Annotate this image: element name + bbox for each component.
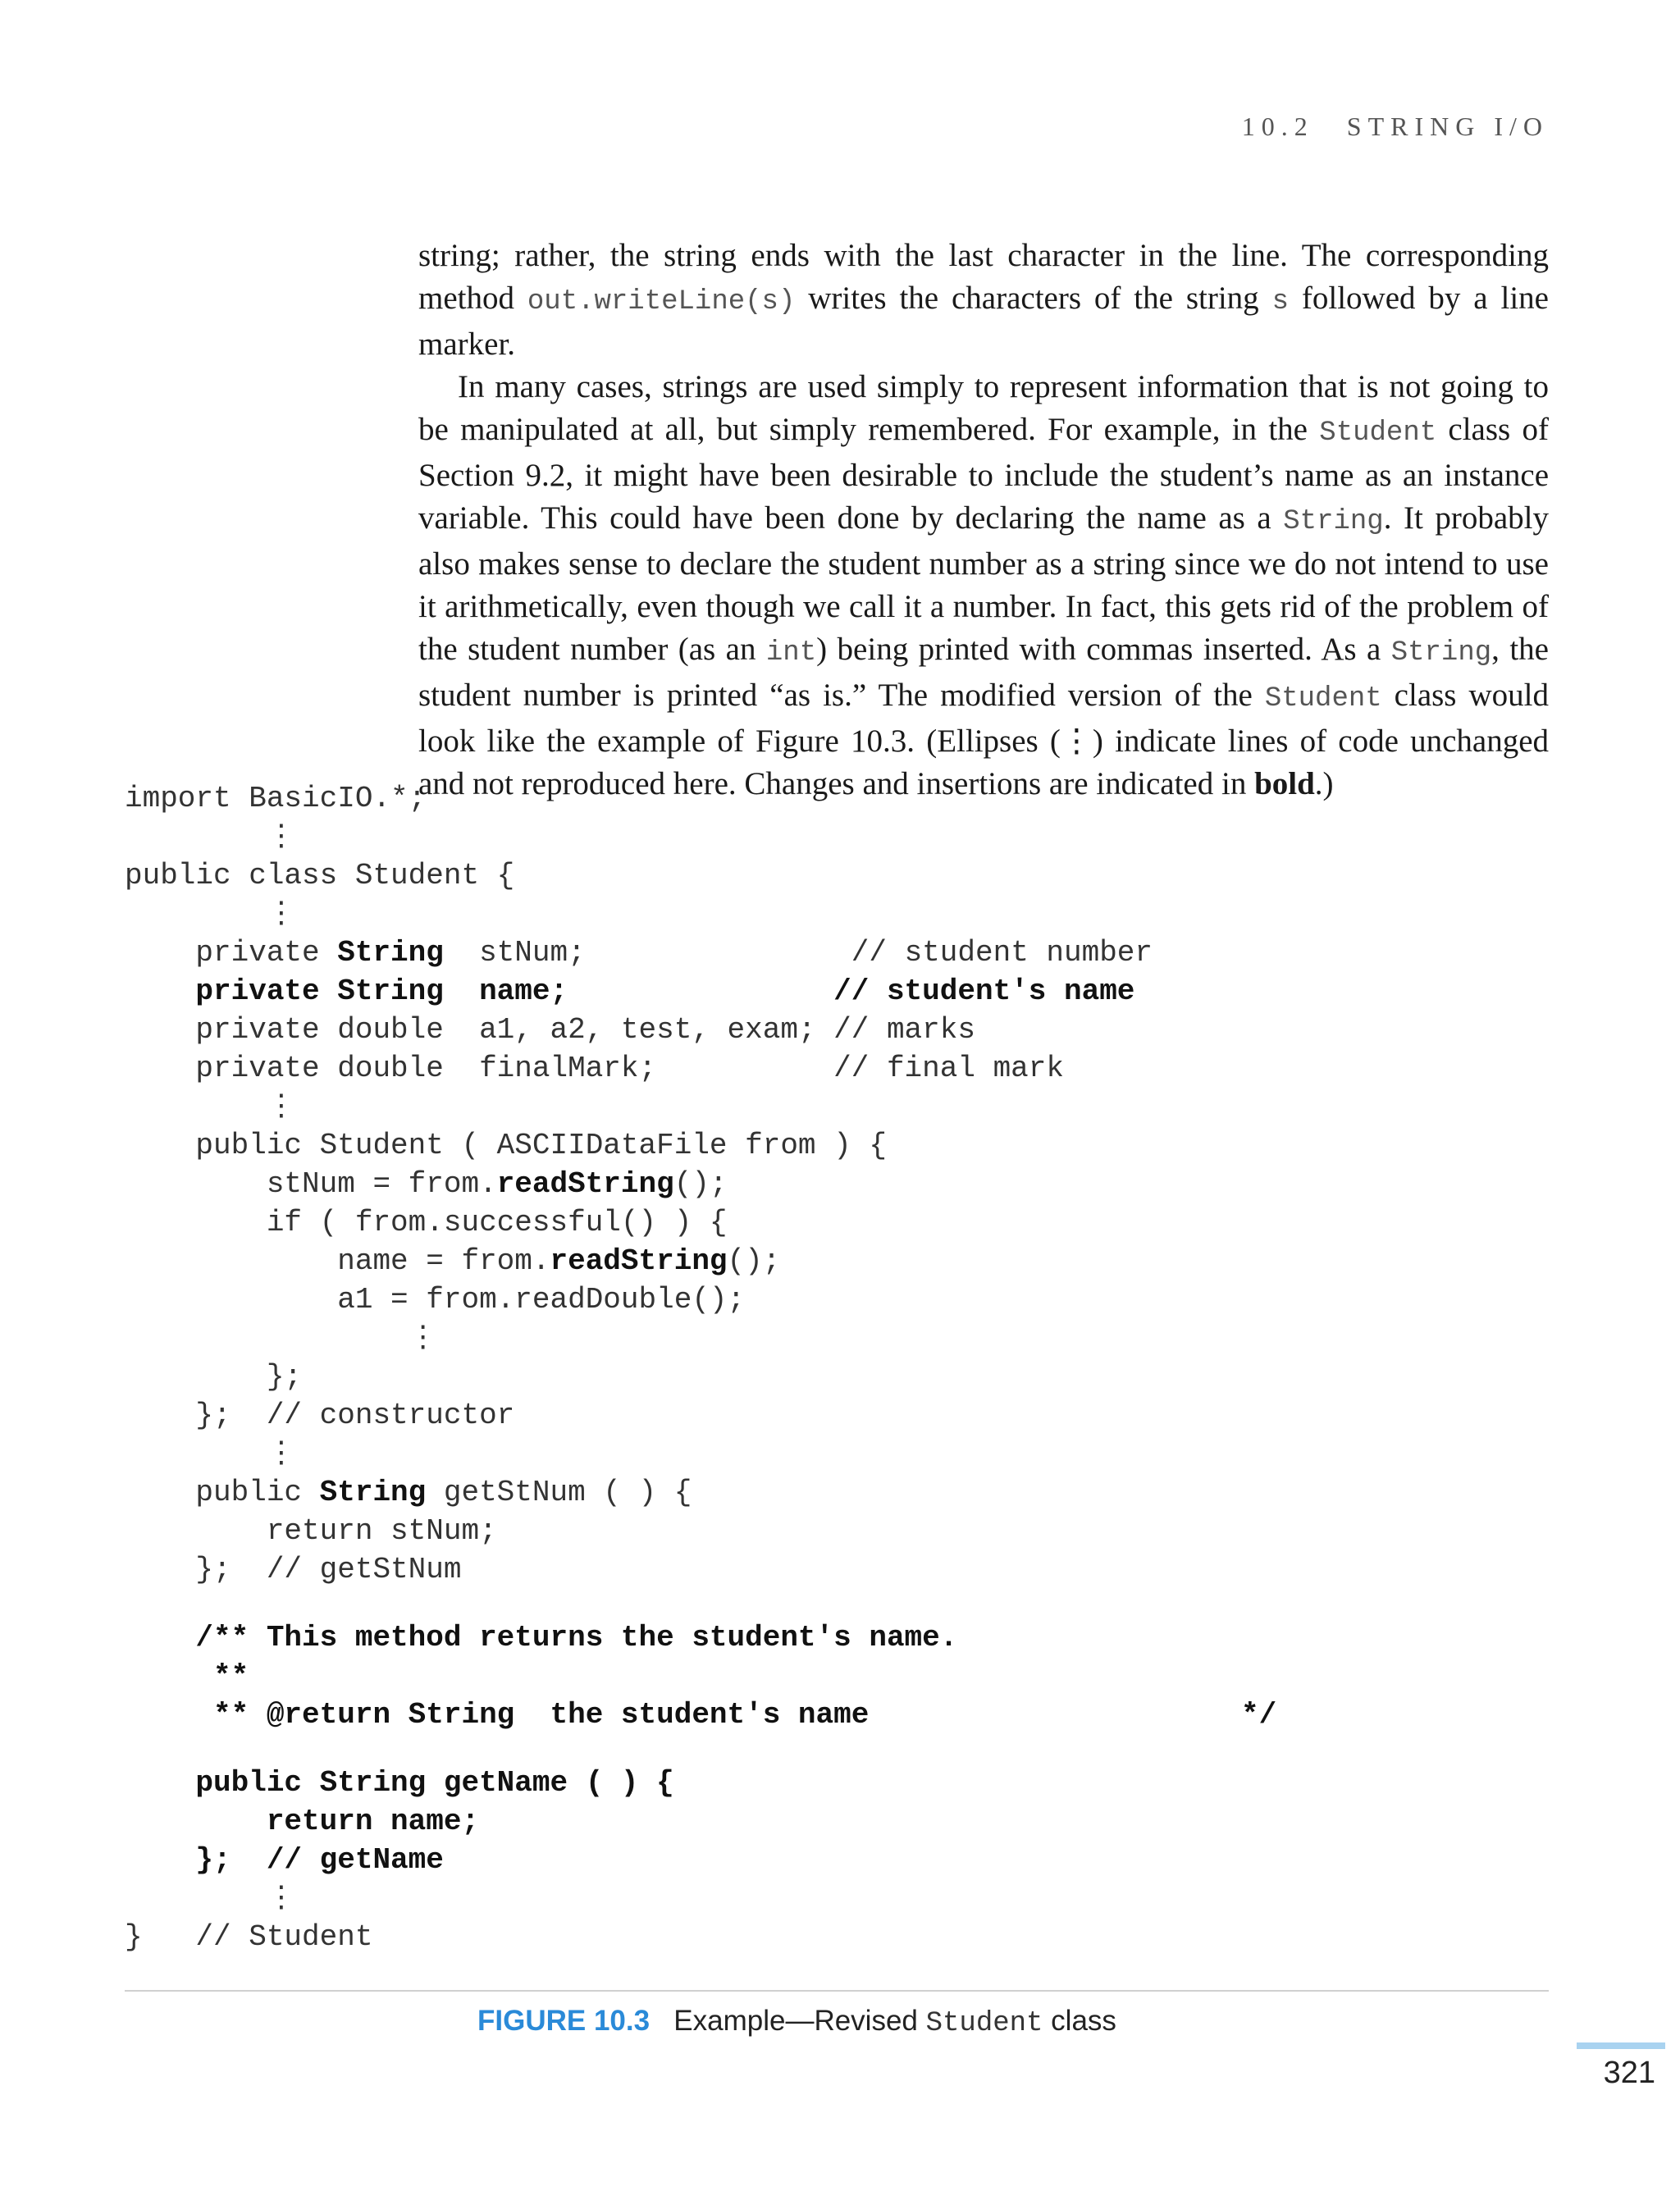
- code-line: } // Student: [125, 1920, 373, 1954]
- code-line-bold: [125, 972, 1276, 1011]
- code-text: ();: [727, 1244, 781, 1278]
- code-line: [125, 933, 1276, 972]
- text-run: followed by a line marker.: [418, 281, 1549, 362]
- code-bold: /** This method returns the student's name.: [125, 1621, 958, 1654]
- ellipsis-symbol: ⋮: [1060, 723, 1093, 759]
- code-line-bold: [125, 1802, 1276, 1841]
- code-bold: String: [337, 936, 444, 970]
- code-line: a1 = from.readDouble();: [125, 1283, 746, 1317]
- code-ellipsis: ⋮: [125, 1321, 438, 1355]
- code-bold: }; // getName: [125, 1843, 444, 1877]
- code-text: getStNum ( ) {: [426, 1476, 692, 1509]
- code-bold: String: [319, 1476, 427, 1509]
- code-text: stNum; // student number: [443, 936, 1153, 970]
- caption-gap: [650, 2005, 673, 2037]
- code-bold: ** @return String the student's name */: [125, 1698, 1277, 1732]
- text-run: class would look like the example of Figure 10.3. (Ellipses (: [418, 678, 1549, 759]
- caption-text: class: [1043, 2005, 1116, 2037]
- body-text: [418, 235, 1549, 806]
- page-tab: [1577, 2042, 1665, 2049]
- running-head: [1242, 112, 1549, 142]
- inline-code: int: [765, 637, 817, 669]
- text-run: class of Section 9.2, it might have been desirable to include the student’s name as an instance variable. This could have been done by declaring the name as a: [418, 412, 1549, 536]
- inline-code: s: [1271, 286, 1289, 317]
- text-run: ) being printed with commas inserted. As a: [816, 632, 1391, 667]
- text-run: ) indicate lines of code unchanged and not reproduced here. Changes and insertions are indicated in: [418, 723, 1549, 801]
- code-line-bold: [125, 1657, 1276, 1696]
- paragraph-1: [418, 235, 1549, 366]
- text-run: In many cases, strings are used simply to represent information that is not going to be manipulated at all, but simply remembered. For example, in the: [418, 369, 1549, 447]
- code-line: private double finalMark; // final mark: [125, 1052, 1064, 1085]
- inline-code: String: [1390, 637, 1492, 669]
- code-bold: private String name; // student's name: [125, 974, 1135, 1008]
- figure-caption: [477, 2005, 1116, 2039]
- blank-line: [125, 1589, 1276, 1618]
- paragraph-2: [418, 366, 1549, 806]
- inline-code: String: [1283, 506, 1384, 537]
- text-run: .): [1314, 766, 1334, 801]
- code-line: [125, 1473, 1276, 1512]
- code-bold: readString: [496, 1167, 674, 1201]
- code-line: }; // getStNum: [125, 1553, 462, 1586]
- text-run: writes the characters of the string: [795, 281, 1272, 316]
- code-ellipsis: ⋮: [125, 897, 296, 931]
- inline-code: out.writeLine(s): [527, 286, 796, 317]
- code-ellipsis: ⋮: [125, 1882, 296, 1915]
- caption-rule: [125, 1990, 1549, 1992]
- text-run: string; rather, the string ends with the last character in the line. The corresponding method: [418, 238, 1549, 316]
- caption-code: Student: [925, 2008, 1043, 2039]
- text-run: . It probably also makes sense to declare the student number as a string since we do not intend to use it arithmetically, even though we call it a number. In fact, this gets rid of the problem of the student number (as an: [418, 500, 1549, 667]
- code-line: public Student ( ASCIIDataFile from ) {: [125, 1129, 887, 1162]
- section-title: STRING I/O: [1346, 112, 1549, 141]
- section-number: 10.2: [1241, 112, 1314, 141]
- code-text: stNum = from.: [125, 1167, 497, 1201]
- code-line: public class Student {: [125, 859, 515, 892]
- code-text: name = from.: [125, 1244, 550, 1278]
- code-ellipsis: ⋮: [125, 1437, 296, 1471]
- code-ellipsis: ⋮: [125, 1090, 296, 1124]
- page-number: 321: [1603, 2056, 1655, 2090]
- code-line-bold: [125, 1696, 1276, 1734]
- code-ellipsis: ⋮: [125, 820, 296, 854]
- code-line: }; // constructor: [125, 1399, 515, 1432]
- code-line-bold: [125, 1841, 1276, 1879]
- code-listing: [125, 779, 1276, 1956]
- code-line: if ( from.successful() ) {: [125, 1206, 728, 1239]
- code-text: ();: [673, 1167, 728, 1201]
- code-text: private: [125, 936, 338, 970]
- figure-label: FIGURE 10.3: [477, 2005, 651, 2037]
- code-bold: public String getName ( ) {: [125, 1766, 674, 1800]
- code-line: [125, 1165, 1276, 1203]
- code-bold: **: [125, 1659, 249, 1693]
- inline-code: Student: [1264, 683, 1382, 714]
- code-text: public: [125, 1476, 320, 1509]
- bold-word: bold: [1254, 766, 1315, 801]
- code-bold: return name;: [125, 1805, 480, 1838]
- inline-code: Student: [1319, 418, 1437, 449]
- code-line: return stNum;: [125, 1514, 497, 1548]
- code-line-bold: [125, 1618, 1276, 1657]
- text-run: , the student number is printed “as is.” The modified version of the: [418, 632, 1549, 713]
- caption-text: Example—Revised: [673, 2005, 926, 2037]
- code-line: };: [125, 1360, 303, 1394]
- code-line-bold: [125, 1764, 1276, 1802]
- code-line: private double a1, a2, test, exam; // marks: [125, 1013, 975, 1047]
- code-line: [125, 1242, 1276, 1280]
- code-bold: readString: [550, 1244, 728, 1278]
- blank-line: [125, 1734, 1276, 1764]
- code-line: import BasicIO.*;: [125, 782, 427, 815]
